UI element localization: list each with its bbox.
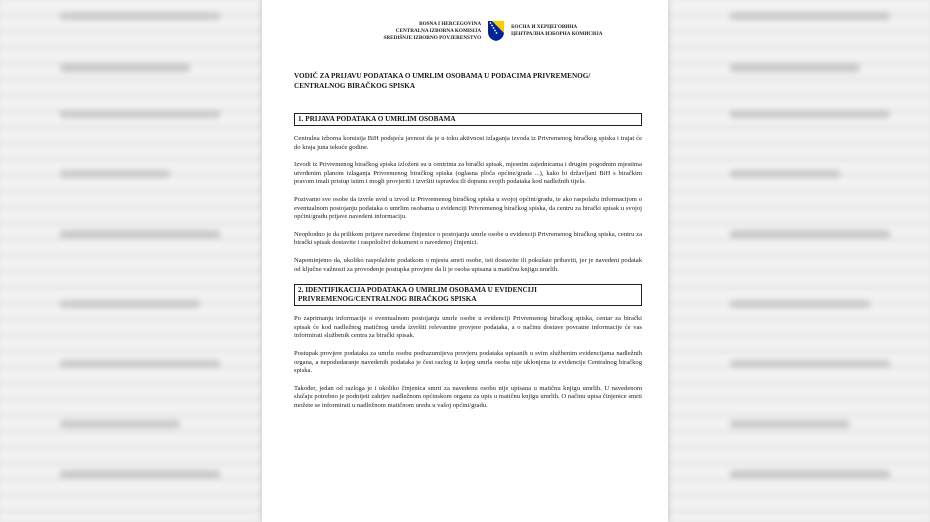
header-commission-latin: CENTRALNA IZBORNA KOMISIJA: [395, 27, 482, 34]
header-country-cyrillic: БОСНА И ХЕРЦЕГОВИНА: [511, 24, 578, 30]
header-cyrillic: [511, 24, 602, 38]
section-1-paragraph: Centralna izborna komisija BiH podsjeća javnost da je u toku aktivnost izlaganja izvoda iz Privremenog biračkog spiska i trajat će do kraja juna tekuće godine.: [294, 135, 642, 151]
section-1-paragraph: Pozivamo sve osobe da izvrše uvid u izvod iz Privremenog biračkog spiska u svojoj općini/gradu, te ako raspolažu informacijom o eventualnom postojanju podataka o umrlim osobama u evidenciji Privremenog biračkog spiska, da centru za birački spisak u svojoj općini/gradu prijave navedeni informaciju.: [294, 195, 642, 221]
section-1-paragraph: Napominjemo da, ukoliko raspolažete podatkom o mjestu smrti osobe, isti dostavite ili pokušate pribaviti, jer je navedeni podatak od ključne važnosti za provođenje postupka provjere da li je osoba upisana u matičnu knjigu umrlih.: [294, 256, 642, 273]
header-commission-cyrillic: ЦЕНТРАЛНА ИЗБОРНА КОМИСИЈА: [511, 31, 603, 37]
document-title: VODIČ ZA PRIJAVU PODATAKA O UMRLIM OSOBAMA U PODACIMA PRIVREMENOG/ CENTRALNOG BIRAČKOG SPISKA: [294, 72, 591, 90]
blurred-background-right: [670, 0, 930, 522]
section-2-paragraph: Po zaprimanju informacije o eventualnom postojanju umrle osobe u evidenciji Privremenog biračkog spiska, centar za birački spisak će kod nadležnog matičnog ureda izvršiti relevantne provjere podataka, a o načinu dostave povratne informacije će vas informirati službenik centra za birački spisak.: [294, 315, 642, 340]
section-2-heading: 2. IDENTIFIKACIJA PODATAKA O UMRLIM OSOBAMA U EVIDENCIJI PRIVREMENOG/CENTRALNOG BIRAČKOG SPISKA: [294, 284, 642, 306]
section-1-heading: 1. PRIJAVA PODATAKA O UMRLIM OSOBAMA: [294, 113, 642, 126]
coat-of-arms-icon: [487, 20, 505, 42]
blurred-background-left: [0, 0, 260, 522]
header-commission-croatian: SREDIŠNJE IZBORNO POVJERENSTVO: [383, 34, 482, 41]
header-country-latin: BOSNA I HERCEGOVINA: [419, 20, 482, 27]
section-1-paragraph: Izvodi iz Privremenog biračkog spiska izloženi su u centrima za birački spisak, mjesnim zajednicama i drugim pogodnim mjestima utvrđenim planom izlaganja Privremenog biračkog spiska (oglasna ploča općine/grada ...), kako bi državljani BiH s biračkim pravom imali pristup istim i mogli provjeriti i izvršiti ispravku ili dopunu svojih podataka kod nadležnih tijela.: [294, 161, 642, 186]
section-2-paragraph: Također, jedan od razloga je i ukoliko činjenica smrti za navedenu osobu nije upisana u matičnu knjigu umrlih. U navedenom slučaju potrebno je podnijeti zahtjev nadležnom općinskom organu za upis u matičnu knjigu umrlih. O načinu upisa činjenice smrti možete se informirati u nadležnom matičnom uredu u vašoj općini/gradu.: [294, 384, 642, 409]
header-latin: [384, 21, 482, 42]
section-1-paragraph: Neophodno je da prilikom prijave navedene činjenice o postojanju umrle osobe u evidenciji Privremenog biračkog spiska, centru za birački spisak dostavite i raspoloživi dokument o navedenoj činjenici.: [294, 230, 642, 247]
document-header: [344, 14, 642, 48]
document-page: [262, 0, 668, 522]
section-2-paragraph: Postupak provjere podataka za umrlu osobu podrazumijeva provjeru podataka upisanih u svim službenim evidencijama nadležnih organa, a nepodudaranje navedenih podataka je čest razlog iz kojeg umrla osoba nije uklonjena iz evidencije Centralnog biračkog spiska.: [294, 349, 642, 375]
